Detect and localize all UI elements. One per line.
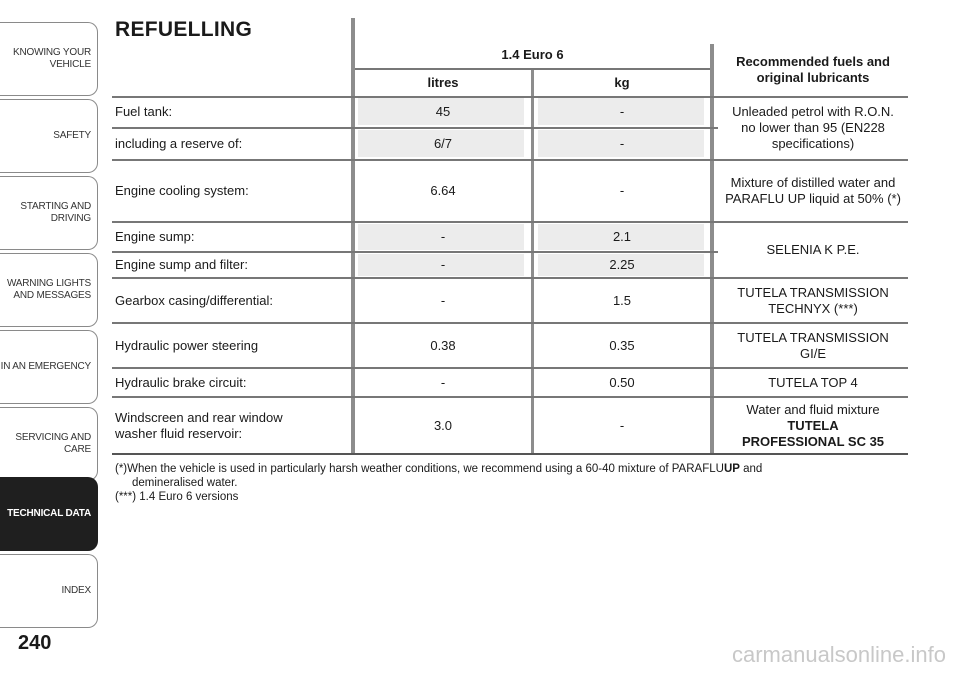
tab-label: KNOWING YOUR VEHICLE: [13, 47, 91, 70]
brake-spec: TUTELA TOP 4: [768, 374, 858, 390]
footnote-1-cont: demineralised water.: [132, 477, 238, 489]
cell-kg: -: [619, 104, 625, 119]
tab-safety[interactable]: [0, 99, 98, 173]
tab-label: STARTING AND DRIVING: [20, 201, 91, 224]
tab-knowing-your-vehicle[interactable]: [0, 22, 98, 96]
cell-litres: -: [440, 292, 446, 308]
cell-kg: -: [619, 417, 625, 433]
tab-label: IN AN EMERGENCY: [0, 361, 91, 372]
cell-litres: -: [440, 229, 446, 244]
steering-spec: TUTELA TRANSMISSION GI/E: [737, 329, 889, 361]
row-label: Fuel tank:: [115, 104, 173, 119]
cell-kg: -: [619, 136, 625, 151]
footnote-1: [115, 462, 905, 476]
cell-kg: 2.1: [612, 229, 632, 244]
table-bottom-rule: [112, 453, 908, 455]
tab-label: SERVICING AND CARE: [15, 432, 91, 455]
fuel-tank-spec: Unleaded petrol with R.O.N. no lower than 95 (EN228 specifications): [732, 104, 894, 151]
cell-litres: 3.0: [433, 417, 453, 433]
cell-litres: 6/7: [433, 136, 453, 151]
cell-litres: 45: [435, 104, 451, 119]
row-label: Gearbox casing/differential:: [115, 292, 274, 308]
header-recommended-fuels: Recommended fuels and original lubricants: [736, 54, 890, 85]
tab-label: TECHNICAL DATA: [7, 508, 91, 519]
refuelling-table: [112, 0, 908, 470]
footnote-2: (***) 1.4 Euro 6 versions: [115, 491, 239, 503]
tab-index[interactable]: [0, 554, 98, 628]
tab-in-an-emergency[interactable]: [0, 330, 98, 404]
tab-starting-and-driving[interactable]: [0, 176, 98, 250]
row-label: Windscreen and rear window washer fluid reservoir:: [115, 409, 283, 441]
row-label: Engine sump and filter:: [115, 256, 248, 272]
column-divider: [710, 44, 714, 454]
page-title: REFUELLING: [115, 18, 253, 41]
tab-label: WARNING LIGHTS AND MESSAGES: [6, 278, 91, 301]
watermark: carmanualsonline.info: [731, 642, 946, 667]
cell-kg: 0.50: [609, 374, 635, 390]
row-label: including a reserve of:: [115, 136, 243, 151]
washer-spec-brand: TUTELA: [787, 417, 839, 433]
gearbox-spec: TUTELA TRANSMISSION TECHNYX (***): [737, 284, 889, 316]
row-label: Hydraulic brake circuit:: [115, 374, 247, 390]
footnotes: [115, 462, 905, 504]
cell-kg: 1.5: [612, 292, 632, 308]
footnote-text: (*)When the vehicle is used in particularly harsh weather conditions, we recommend using a 60-40 mixture of PARAFLU: [115, 463, 724, 475]
row-label: Engine cooling system:: [115, 183, 249, 198]
tab-label: INDEX: [61, 585, 91, 596]
page-number: 240: [18, 632, 52, 654]
cell-kg: 2.25: [609, 256, 635, 272]
footnote-bold: UP: [723, 463, 740, 475]
cooling-spec: Mixture of distilled water and PARAFLU UP liquid at 50% (*): [725, 175, 901, 206]
sump-spec: SELENIA K P.E.: [766, 242, 860, 257]
washer-spec-line: Water and fluid mixture: [746, 401, 880, 417]
footnote-text: and: [739, 463, 763, 475]
row-label: Engine sump:: [115, 229, 195, 244]
row-divider: [355, 68, 710, 70]
cell-kg: -: [619, 183, 625, 198]
engine-header: 1.4 Euro 6: [501, 47, 564, 62]
tab-warning-lights[interactable]: [0, 253, 98, 327]
cell-litres: 6.64: [430, 183, 456, 198]
tab-technical-data[interactable]: [0, 477, 98, 551]
tab-servicing-and-care[interactable]: [0, 407, 98, 481]
tab-label: SAFETY: [53, 130, 91, 141]
cell-litres: -: [440, 256, 446, 272]
washer-spec-product: PROFESSIONAL SC 35: [741, 433, 885, 449]
cell-litres: -: [440, 374, 446, 390]
cell-kg: 0.35: [609, 337, 635, 353]
header-litres: litres: [427, 75, 459, 90]
row-label: Hydraulic power steering: [115, 337, 259, 353]
cell-litres: 0.38: [430, 337, 456, 353]
header-kg: kg: [614, 75, 630, 90]
washer-spec: [718, 398, 908, 453]
